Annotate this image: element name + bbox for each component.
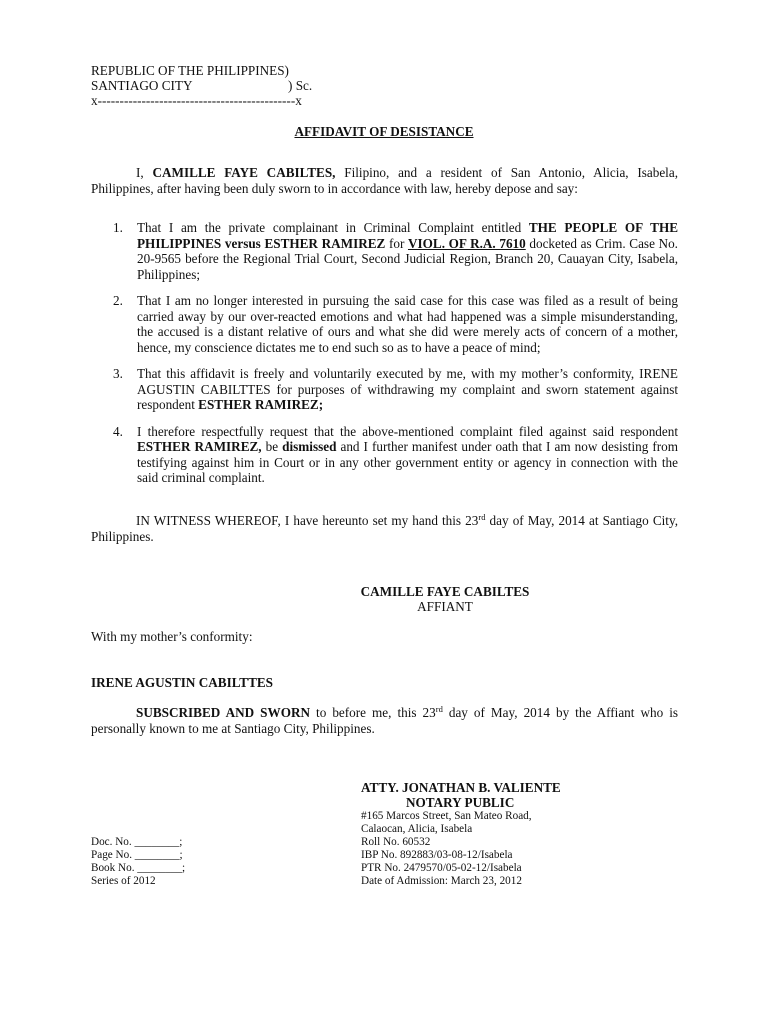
affiant-name-intro: CAMILLE FAYE CABILTES,: [152, 165, 336, 180]
venue-sc: ) Sc.: [288, 78, 313, 93]
intro-paragraph: I, CAMILLE FAYE CABILTES, Filipino, and a resident of San Antonio, Alicia, Isabela, Philippines, after having been duly sworn to in accordance with law, hereby depose and say:: [91, 165, 678, 196]
doc-no: Doc. No. ________;: [91, 836, 183, 848]
notary-name: ATTY. JONATHAN B. VALIENTE: [361, 780, 561, 795]
notary-title: NOTARY PUBLIC: [406, 795, 515, 810]
mother-name: IRENE AGUSTIN CABILTTES: [91, 675, 274, 690]
depositions-list: [91, 220, 678, 497]
list-item: 1. That I am the private complainant in Criminal Complaint entitled THE PEOPLE OF THE PHILIPPINES versus ESTHER RAMIREZ for VIOL. OF R.A. 7610 docketed as Crim. Case No. 20-9565 before the Regional Trial Court, Second Judicial Region, Branch 20, Cauayan City, Isabela, Philippines;: [113, 220, 678, 282]
notary-ptr-no: PTR No. 2479570/05-02-12/Isabela: [361, 862, 522, 874]
notary-ibp-no: IBP No. 892883/03-08-12/Isabela: [361, 849, 513, 861]
notary-admission-date: Date of Admission: March 23, 2012: [361, 875, 522, 887]
venue-divider: x---------------------------------------------x: [91, 93, 302, 108]
series-year: Series of 2012: [91, 875, 156, 887]
affiant-label: AFFIANT: [417, 599, 473, 614]
affiant-signature-name: CAMILLE FAYE CABILTES: [360, 584, 530, 599]
venue-republic: REPUBLIC OF THE PHILIPPINES): [91, 63, 289, 78]
witness-paragraph: IN WITNESS WHEREOF, I have hereunto set my hand this 23rd day of May, 2014 at Santiago City, Philippines.: [91, 512, 678, 544]
list-item: 2. That I am no longer interested in pursuing the said case for this case was filed as a result of being carried away by our over-reacted emotions and what had happened was a simple misunderstanding, the accused is a distant relative of ours and what she did were merely acts of concern of a mother, hence, my conscience dictates me to end such so as to have a peace of mind;: [113, 293, 678, 355]
venue-city: SANTIAGO CITY: [91, 78, 193, 93]
case-law-reference: VIOL. OF R.A. 7610: [407, 235, 526, 251]
notary-address-2: Calaocan, Alicia, Isabela: [361, 823, 473, 835]
document-title: AFFIDAVIT OF DESISTANCE: [294, 124, 474, 139]
notary-roll-no: Roll No. 60532: [361, 836, 431, 848]
notary-address-1: #165 Marcos Street, San Mateo Road,: [361, 810, 532, 822]
conformity-label: With my mother’s conformity:: [91, 629, 253, 644]
book-no: Book No. ________;: [91, 862, 186, 874]
list-item: 3. That this affidavit is freely and voluntarily executed by me, with my mother’s conformity, IRENE AGUSTIN CABILTTES for purposes of withdrawing my complaint and sworn statement against respondent ESTHER RAMIREZ;: [113, 366, 678, 412]
jurat-paragraph: SUBSCRIBED AND SWORN to before me, this 23rd day of May, 2014 by the Affiant who is personally known to me at Santiago City, Philippines.: [91, 704, 678, 736]
page-no: Page No. ________;: [91, 849, 183, 861]
list-item: 4. I therefore respectfully request that the above-mentioned complaint filed against said respondent ESTHER RAMIREZ, be dismissed and I further manifest under oath that I am now desisting from testifying against him in Court or in any other government entity or agency in connection with the said criminal complaint.: [113, 423, 679, 485]
